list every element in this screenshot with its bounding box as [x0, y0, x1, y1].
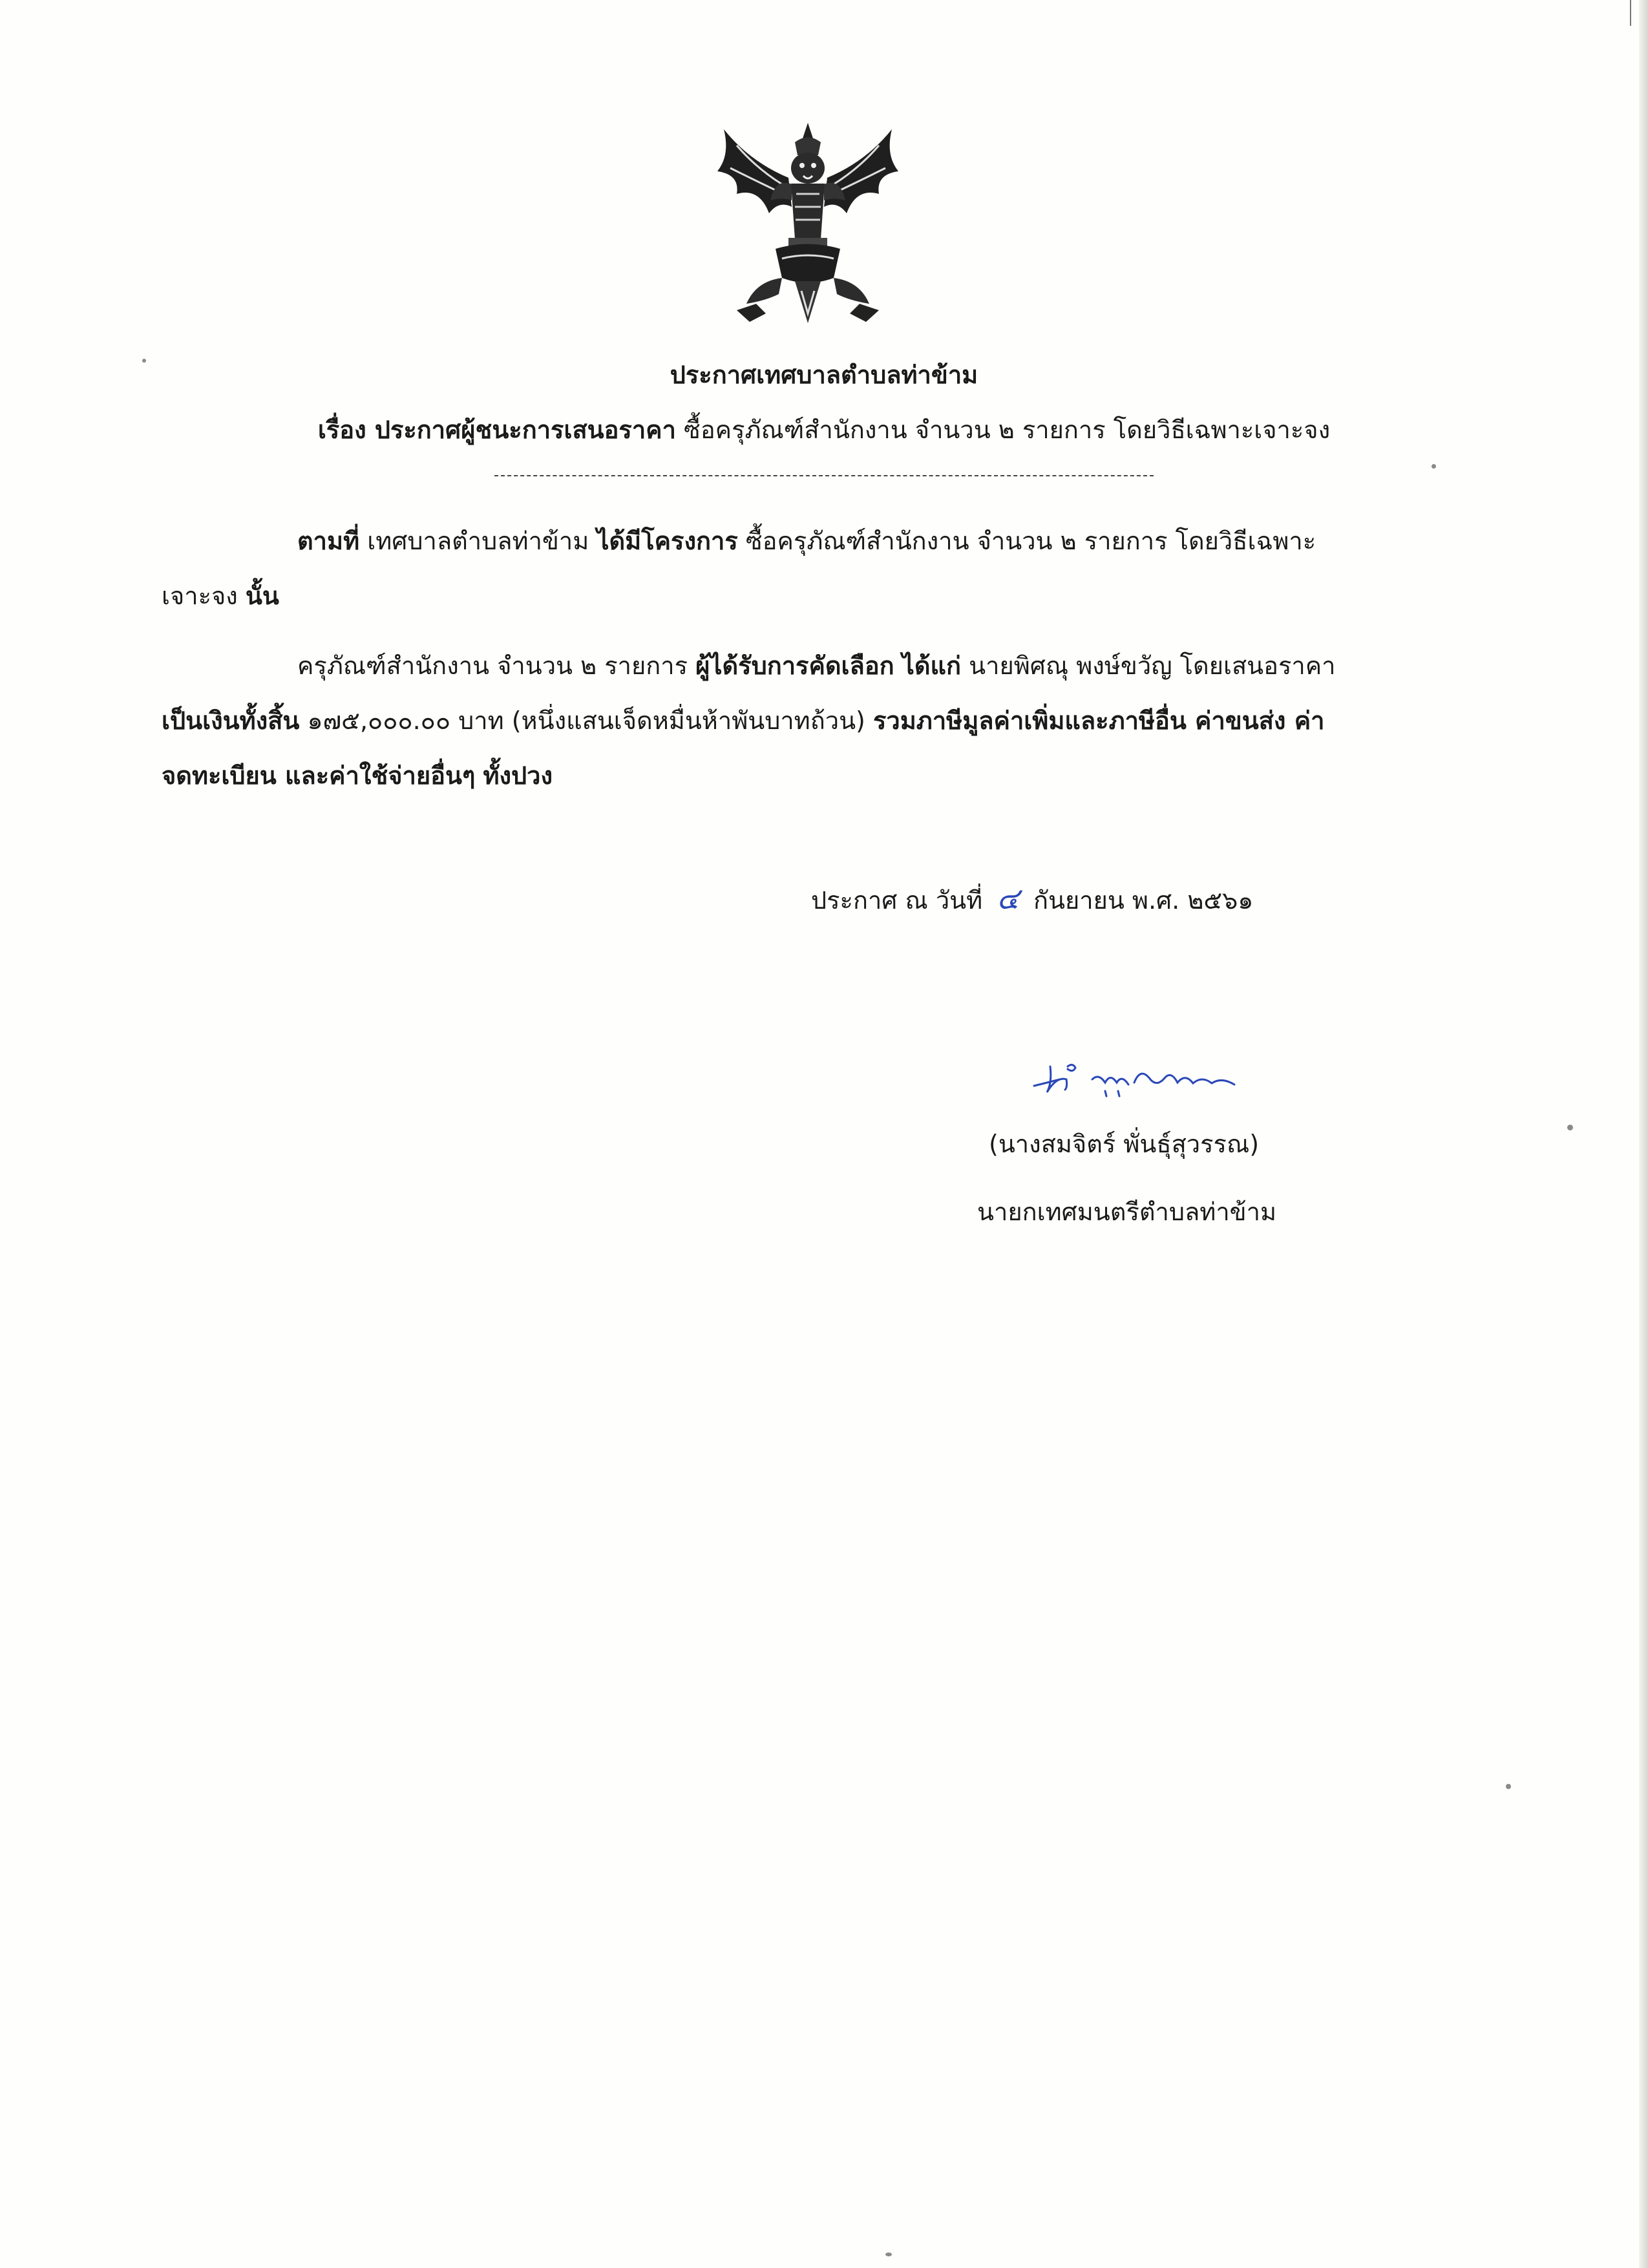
scan-speck: [1567, 1125, 1573, 1130]
paragraph-1-line-1: [297, 525, 1316, 557]
paragraph-2-line-2: [162, 705, 1324, 737]
p1-end: นั้น: [245, 582, 279, 610]
p2-selected: ผู้ได้รับการคัดเลือก: [695, 652, 894, 680]
p1-org: เทศบาลตำบลท่าข้าม: [367, 527, 589, 555]
date-rest: กันยายน พ.ศ. ๒๕๖๑: [1033, 886, 1254, 915]
p2-amount: ๑๗๕,๐๐๐.๐๐ บาท (หนึ่งแสนเจ็ดหมื่นห้าพันบาทถ้วน): [307, 706, 865, 735]
handwritten-day: ๔: [997, 881, 1020, 916]
signer-position: นายกเทศมนตรีตำบลท่าข้าม: [977, 1198, 1277, 1226]
p1-cont: เจาะจง: [162, 582, 238, 610]
p2-got: ได้แก่: [902, 652, 962, 680]
announcement-date: [811, 882, 1253, 917]
paragraph-2-line-3: [162, 759, 553, 792]
p2-line3b: ทั้งปวง: [483, 761, 553, 790]
scan-speck: [885, 2252, 892, 2256]
scan-mark: [1630, 0, 1631, 26]
paragraph-2-line-1: [297, 650, 1336, 682]
p1-lead: ตามที่: [297, 527, 360, 555]
p2-name: นายพิศณุ พงษ์ขวัญ โดยเสนอราคา: [969, 652, 1336, 680]
header-divider: [494, 475, 1154, 476]
page-title: ประกาศเทศบาลตำบลท่าข้าม: [670, 361, 978, 389]
p2-vat: รวมภาษีมูลค่าเพิ่มและภาษีอื่น ค่าขนส่ง ค่า: [872, 706, 1325, 735]
garuda-emblem: [711, 116, 905, 330]
signer-name: (นางสมจิตร์ พั่นธุ์สุวรรณ): [989, 1130, 1260, 1158]
paragraph-1-line-2: [162, 580, 279, 612]
p1-verb: ได้มีโครงการ: [597, 527, 738, 555]
date-label: ประกาศ ณ วันที่: [811, 886, 983, 915]
p1-project: ซื้อครุภัณฑ์สำนักงาน จำนวน ๒ รายการ โดยวิธีเฉพาะ: [745, 527, 1316, 555]
subject-line: [0, 414, 1648, 446]
p2-total-label: เป็นเงินทั้งสิ้น: [162, 706, 300, 735]
scan-speck: [1431, 464, 1436, 469]
subject-label: เรื่อง ประกาศผู้ชนะการเสนอราคา: [317, 416, 676, 444]
scan-speck: [1506, 1784, 1511, 1789]
p2-line3a: จดทะเบียน และค่าใช้จ่ายอื่นๆ: [162, 761, 476, 790]
p2-item: ครุภัณฑ์สำนักงาน จำนวน ๒ รายการ: [297, 652, 688, 680]
subject-detail: ซื้อครุภัณฑ์สำนักงาน จำนวน ๒ รายการ โดยวิธีเฉพาะเจาะจง: [684, 416, 1331, 444]
scan-edge: [1639, 0, 1648, 2268]
handwritten-signature: [1028, 1047, 1247, 1105]
